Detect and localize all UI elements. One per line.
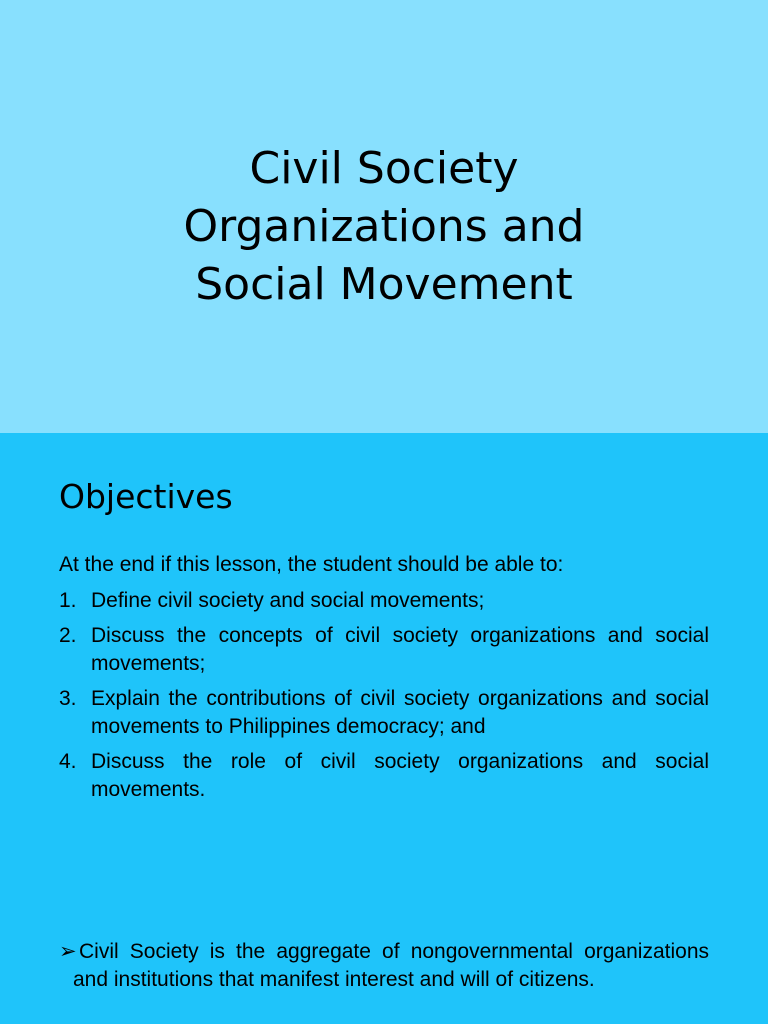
arrow-bullet-icon: ➢ xyxy=(59,940,77,963)
item-number: 3. xyxy=(59,687,77,710)
item-number: 2. xyxy=(59,624,77,647)
title-line: Social Movement xyxy=(195,259,573,310)
list-item xyxy=(59,685,709,741)
item-text: Define civil society and social movements; xyxy=(91,589,485,612)
definition-text: Civil Society is the aggregate of nongovernmental organizations and institutions that manifest interest and will of citizens. xyxy=(73,940,709,991)
list-item xyxy=(59,748,709,804)
item-text: Discuss the role of civil society organizations and social movements. xyxy=(91,750,709,801)
list-item xyxy=(59,622,709,678)
item-text: Discuss the concepts of civil society organizations and social movements; xyxy=(91,624,709,675)
slide-title xyxy=(0,140,768,314)
title-line: Organizations and xyxy=(183,201,585,252)
list-item xyxy=(59,587,709,615)
title-slide xyxy=(0,0,768,433)
item-number: 1. xyxy=(59,589,77,612)
title-line: Civil Society xyxy=(249,143,519,194)
intro-text: At the end if this lesson, the student should be able to: xyxy=(59,553,564,576)
objectives-list xyxy=(59,587,709,811)
objectives-slide xyxy=(0,433,768,1024)
item-text: Explain the contributions of civil society organizations and social movements to Philippines democracy; and xyxy=(91,687,709,738)
item-number: 4. xyxy=(59,750,77,773)
definition-bullet xyxy=(59,938,709,994)
objectives-heading: Objectives xyxy=(59,477,233,516)
